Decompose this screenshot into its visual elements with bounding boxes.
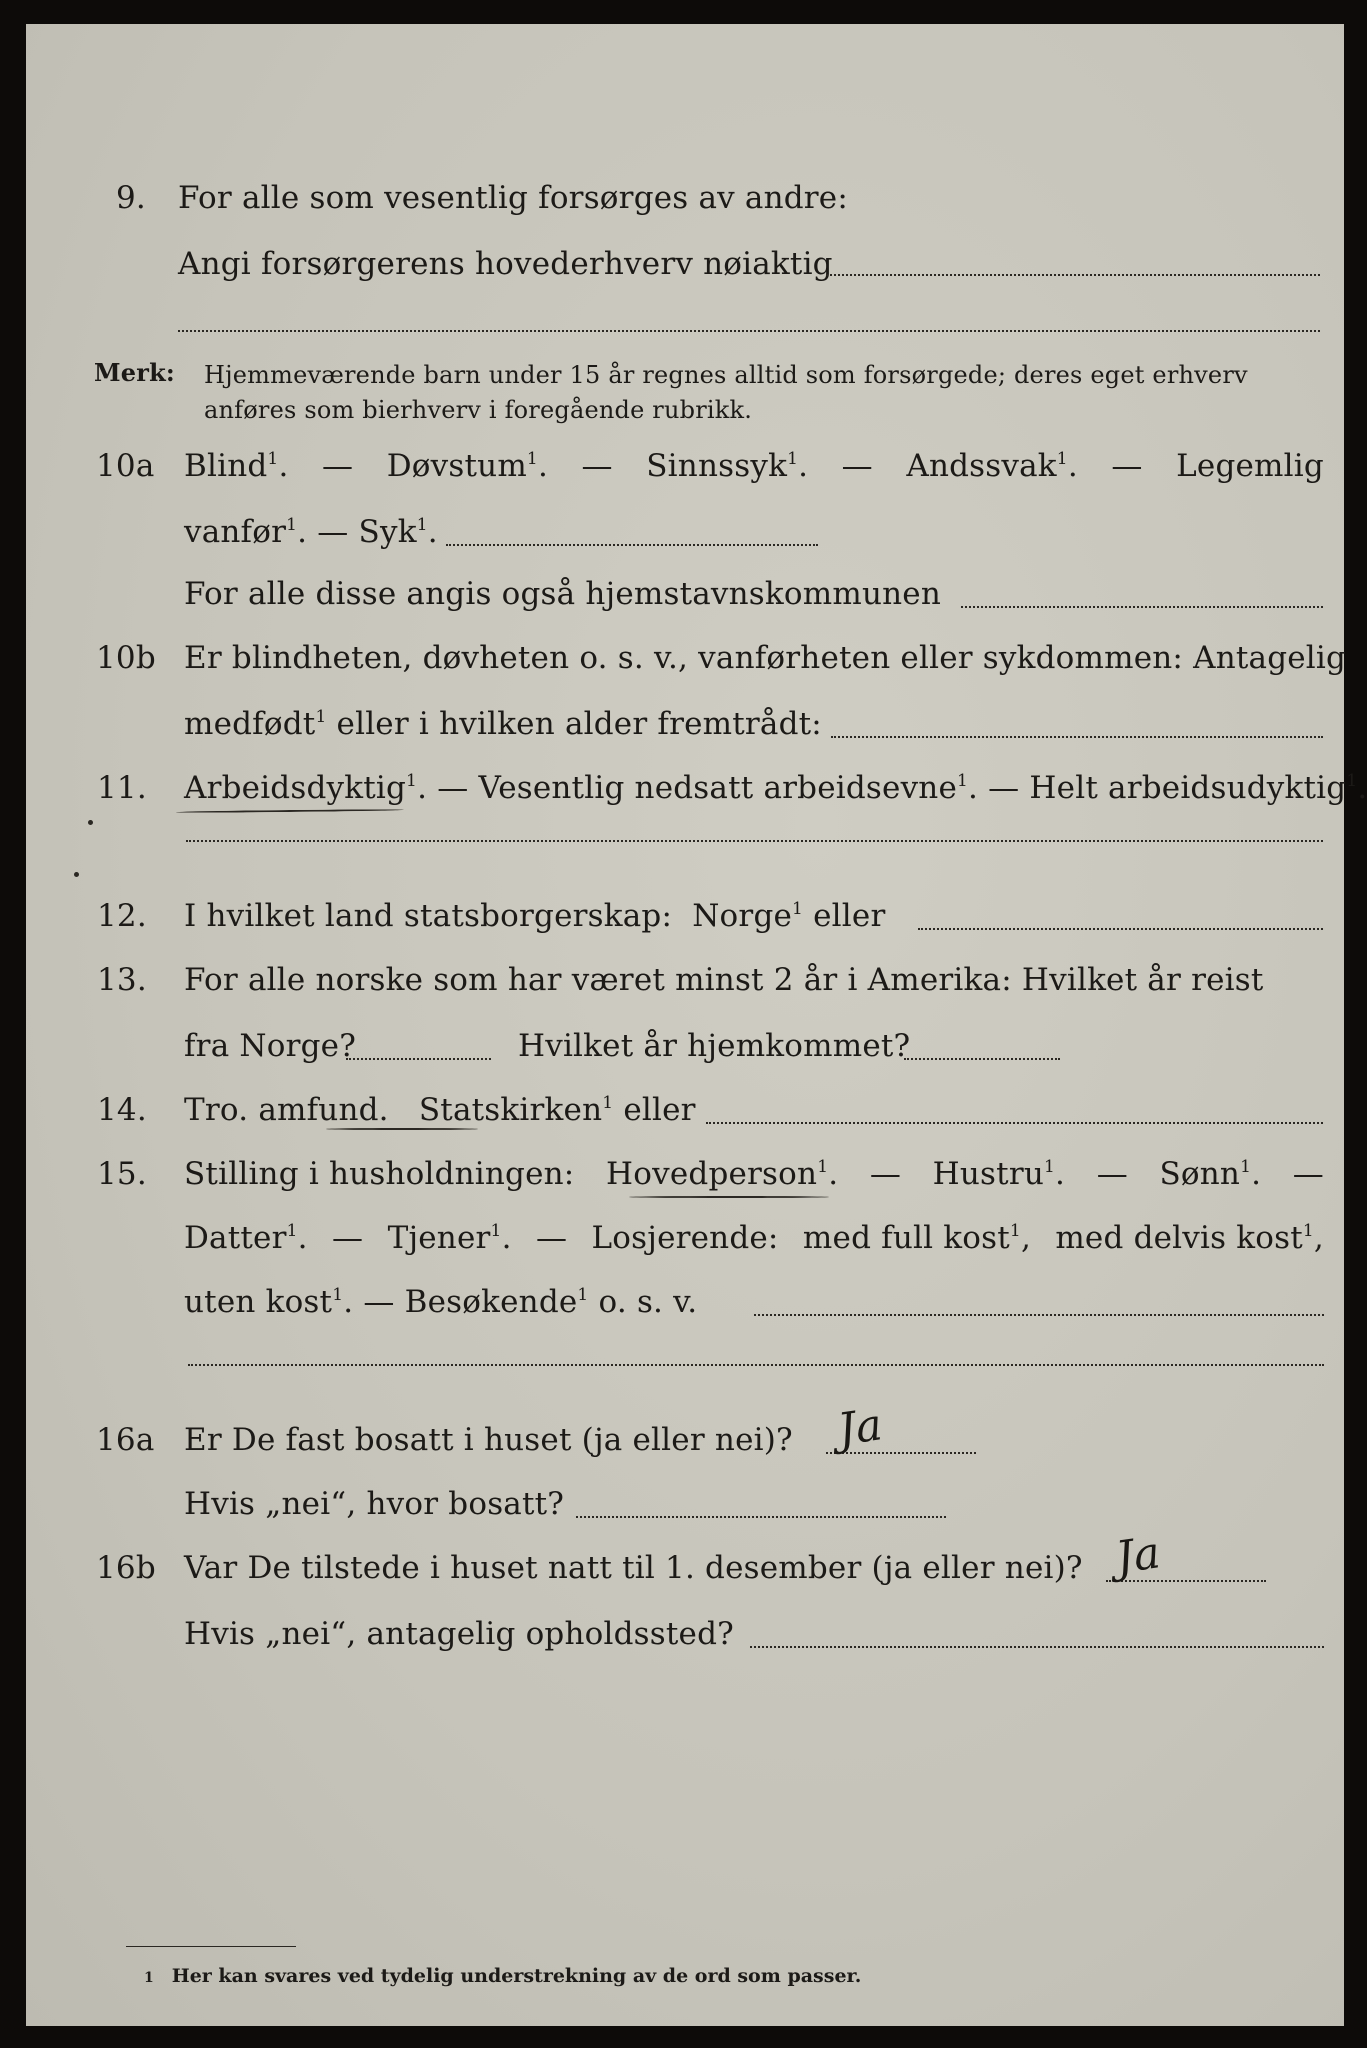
option-norge[interactable]: Norge$^1$ bbox=[692, 898, 804, 934]
answer-line-16a-bosatt[interactable] bbox=[576, 1516, 946, 1518]
option-sinnssyk[interactable]: Sinnssyk$^1$. bbox=[646, 448, 809, 484]
footnote-divider bbox=[126, 1946, 296, 1947]
question-text: Hvilket år hjemkommet? bbox=[518, 1028, 911, 1064]
option-hovedperson[interactable]: Hovedperson$^1$. bbox=[606, 1156, 839, 1192]
question-number: 14. bbox=[97, 1092, 147, 1128]
question-options: Blind$^1$. — Døvstum$^1$. — Sinnssyk$^1$. — Andssvak$^1$. — Legemlig bbox=[184, 448, 1324, 484]
question-text: Tro. amfund. bbox=[184, 1092, 389, 1128]
question-number: 9. bbox=[116, 180, 146, 216]
answer-line-15-extra[interactable] bbox=[188, 1364, 1324, 1366]
question-text: Er blindheten, døvheten o. s. v., vanførheten eller sykdommen: Antagelig bbox=[184, 640, 1347, 676]
answer-line-10a-kommune[interactable] bbox=[961, 606, 1323, 608]
question-number: 11. bbox=[97, 770, 147, 806]
question-text: eller bbox=[623, 1092, 696, 1128]
handwritten-answer-16b: Ja bbox=[1112, 1527, 1164, 1584]
answer-line-13-hjemkommet[interactable] bbox=[904, 1058, 1060, 1060]
answer-line-13-reist[interactable] bbox=[346, 1058, 491, 1060]
answer-line-9-extra[interactable] bbox=[178, 330, 1320, 332]
option-delvis-kost[interactable]: med delvis kost$^1$, bbox=[1055, 1220, 1324, 1256]
option-dovstum[interactable]: Døvstum$^1$. bbox=[386, 448, 549, 484]
question-text: o. s. v. bbox=[598, 1284, 698, 1320]
footnote-mark: 1 bbox=[144, 1970, 154, 1986]
option-statskirken[interactable]: Statskirken$^1$ bbox=[418, 1092, 614, 1128]
option-full-kost[interactable]: med full kost$^1$, bbox=[802, 1220, 1031, 1256]
ink-speck bbox=[88, 820, 93, 825]
question-number: 10a bbox=[96, 448, 155, 484]
question-text: Er De fast bosatt i huset (ja eller nei)? bbox=[184, 1422, 793, 1458]
answer-line-15[interactable] bbox=[754, 1314, 1324, 1316]
option-syk[interactable]: Syk$^1$. bbox=[358, 514, 438, 550]
option-blind[interactable]: Blind$^1$. bbox=[184, 448, 289, 484]
question-text: Var De tilstede i huset natt til 1. desember (ja eller nei)? bbox=[184, 1550, 1083, 1586]
option-datter[interactable]: Datter$^1$. bbox=[184, 1220, 308, 1256]
question-text: Hvis „nei“, antagelig opholdssted? bbox=[184, 1616, 734, 1652]
question-text: For alle som vesentlig forsørges av andre: bbox=[178, 180, 848, 216]
option-vanfor[interactable]: vanfør$^1$. bbox=[184, 514, 308, 550]
question-number: 12. bbox=[97, 898, 147, 934]
question-text: For alle norske som har været minst 2 år i Amerika: Hvilket år reist bbox=[184, 962, 1264, 998]
question-number: 13. bbox=[97, 962, 147, 998]
option-besokende[interactable]: Besøkende$^1$ bbox=[404, 1284, 589, 1320]
question-number: 16a bbox=[96, 1422, 155, 1458]
handwritten-underline-statskirken bbox=[326, 1128, 478, 1130]
question-text: fra Norge? bbox=[184, 1028, 357, 1064]
option-andssvak[interactable]: Andssvak$^1$. bbox=[906, 448, 1078, 484]
question-number: 16b bbox=[96, 1550, 156, 1586]
option-legemlig[interactable]: Legemlig bbox=[1176, 448, 1324, 484]
answer-line-10b[interactable] bbox=[831, 736, 1323, 738]
handwritten-answer-16a: Ja bbox=[834, 1399, 886, 1456]
footnote-text: Her kan svares ved tydelig understrekning av de ord som passer. bbox=[171, 1965, 862, 1987]
footnote bbox=[144, 1965, 861, 1987]
answer-line-11[interactable] bbox=[186, 840, 1323, 842]
note-text: Hjemmeværende barn under 15 år regnes alltid som forsørgede; deres eget erhverv anføres som bierhverv i foregående rubrikk. bbox=[204, 361, 1248, 424]
question-text: Losjerende: bbox=[591, 1220, 779, 1256]
answer-line-10a[interactable] bbox=[446, 544, 818, 546]
question-text: Hvis „nei“, hvor bosatt? bbox=[184, 1486, 565, 1522]
answer-line-9[interactable] bbox=[826, 274, 1320, 276]
question-text: For alle disse angis også hjemstavnskommunen bbox=[184, 576, 941, 612]
question-text: eller i hvilken alder fremtrådt: bbox=[336, 706, 822, 742]
option-uten-kost[interactable]: uten kost$^1$. bbox=[184, 1284, 354, 1320]
question-text: Stilling i husholdningen: bbox=[184, 1156, 575, 1192]
note-label: Merk: bbox=[94, 358, 175, 387]
option-arbeidsudyktig[interactable]: Helt arbeidsudyktig$^1$. bbox=[1029, 770, 1367, 806]
handwritten-underline-hovedperson bbox=[629, 1196, 829, 1198]
answer-line-14[interactable] bbox=[706, 1122, 1323, 1124]
question-text: I hvilket land statsborgerskap: bbox=[184, 898, 673, 934]
option-medfodt[interactable]: medfødt$^1$ bbox=[184, 706, 327, 742]
answer-line-12[interactable] bbox=[918, 928, 1323, 930]
answer-line-16b-opholdssted[interactable] bbox=[750, 1646, 1324, 1648]
census-form-page: 9. For alle som vesentlig forsørges av andre: Angi forsørgerens hovederhverv nøiaktig Merk: Hjemmeværende barn under 15 år regnes alltid som forsørgede; deres eget erhverv anføres som bierhverv i foregående rubrikk. 10a Blind$^1$. — Døvstum$^1$. — Sinnssyk$^1$. — Andssvak$^1$. — Legemlig vanfør$^1$. — Syk$^1$. For alle disse angis også hjemstavnskommunen 10b Er blindheten, døvheten o. s. v., vanførheten eller sykdommen: Antagelig medfødt$^1$ eller i hvilken alder fremtrådt: 11. Arbeidsdyktig$^1$. — Vesentlig nedsatt arbeidsevne$^1$. — Helt arbeidsudyktig$^1$. 12. I hvilket land statsborgerskap: Norge$^1$ eller 13. For alle norske som har været minst 2 år i Amerika: Hvilket år reist fra Norge? Hvilket år hjemkommet? 14. Tro. amfund. Statskirken$^1$ eller 15. Stilling i husholdningen: Hovedperson$^1$. — Hustru$^1$. — Sønn$^1$. — Datter$^1$. — Tjener$^1$. — Losjerende: med full kost$^1$, med delvis kost$^1$, uten kost$^1$. — Besøkende$^1$ o. s. v. 16a Er De fast bosatt i huset (ja eller nei)? Ja Hvis „nei“, hvor bosatt? 16b Var De tilstede i huset natt til 1. desember (ja eller nei)? Ja Hvis „nei“, antagelig opholdssted? 1 Her kan svares ved tydelig understrekning av de ord som passer. bbox=[26, 24, 1344, 2026]
option-arbeidsdyktig[interactable]: Arbeidsdyktig$^1$. bbox=[184, 770, 428, 806]
question-number: 10b bbox=[96, 640, 156, 676]
option-nedsatt-arbeidsevne[interactable]: Vesentlig nedsatt arbeidsevne$^1$. bbox=[478, 770, 979, 806]
question-text: eller bbox=[813, 898, 886, 934]
question-text: Angi forsørgerens hovederhverv nøiaktig bbox=[178, 246, 833, 282]
option-hustru[interactable]: Hustru$^1$. bbox=[932, 1156, 1066, 1192]
ink-speck bbox=[74, 872, 79, 877]
handwritten-underline-arbeidsdyktig bbox=[176, 809, 404, 813]
option-sonn[interactable]: Sønn$^1$. bbox=[1159, 1156, 1262, 1192]
option-tjener[interactable]: Tjener$^1$. bbox=[387, 1220, 512, 1256]
question-number: 15. bbox=[97, 1156, 147, 1192]
